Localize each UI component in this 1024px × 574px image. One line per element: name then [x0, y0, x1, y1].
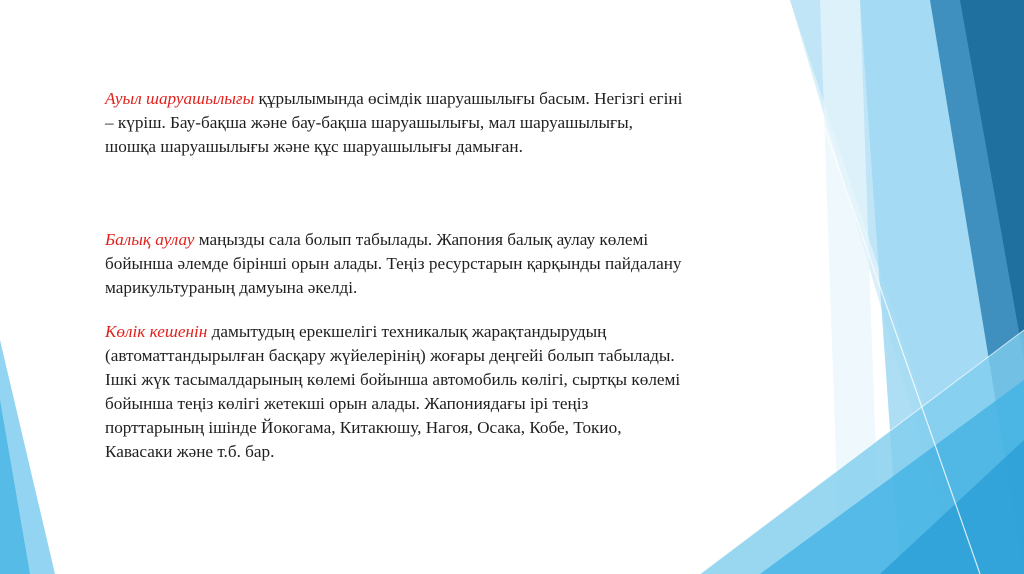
lead-term: Ауыл шаруашылығы — [105, 89, 255, 108]
paragraph-text: маңызды сала болып табылады. Жапония балық аулау көлемі бойынша әлемде бірінші орын алады. Теңіз ресурстарын қарқынды пайдалану марикультураның дамуына әкелді. — [105, 230, 682, 297]
paragraph-text: дамытудың ерекшелігі техникалық жарақтандырудың (автоматтандырылған басқару жүйелерінің) жоғары деңгейі болып табылады. Ішкі жүк тасымалдарының көлемі бойынша автомобиль көлігі, сыртқы көлемі бойынша теңіз көлігі жетекші орын алады. Жапониядағы ірі теңіз порттарының ішінде Йокогама, Китакюшу, Нагоя, Осака, Кобе, Токио, Кавасаки және т.б. бар. — [105, 322, 681, 461]
lead-term: Көлік кешенін — [105, 322, 208, 341]
paragraph-transport — [105, 320, 685, 464]
lead-term: Балық аулау — [105, 230, 195, 249]
paragraph-agriculture — [105, 87, 685, 159]
paragraph-fishing — [105, 228, 685, 300]
paragraph-text: құрылымында өсімдік шаруашылығы басым. Негізгі егіні – күріш. Бау-бақша және бау-бақша шаруашылығы, мал шаруашылығы, шошқа шаруашылығы және құс шаруашылығы дамыған. — [105, 89, 683, 156]
